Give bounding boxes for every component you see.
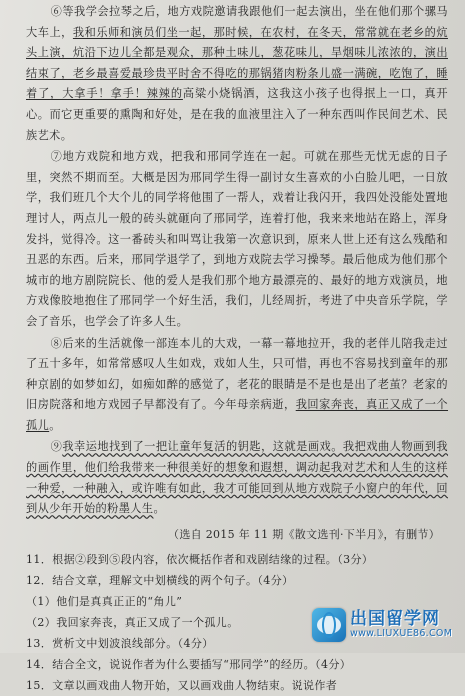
p6-sentence-6: 的血液里注入了一种东西叫作民间艺术、民族艺术。 (26, 107, 448, 142)
p8-text: ⑧后来的生活就像一部连本儿的大戏，一幕一幕地拉开，我的老伴儿陪我走过了五十多年，如常常感叹人生如戏，戏如人生，只可惜，再也不容易找到童年的那种京剧的如梦如幻，如痴如醉的感觉了，老花的眼睛是不是也是出了老茧？老家的旧房院落和地方戏园子早都没有了。今年母亲病逝， (26, 336, 448, 412)
question-12-1: （1）他们是真真正正的“角儿” (26, 594, 183, 608)
p9-end: 。 (153, 502, 166, 516)
globe-logo-icon (312, 608, 346, 642)
question-12: 12．结合文章，理解文中划横线的两个句子。（4分） (26, 573, 294, 587)
p8-end: 。 (49, 418, 61, 432)
paragraph-9 (26, 437, 448, 519)
question-13: 13．赏析文中划波浪线部分。（4分） (26, 636, 214, 650)
source-note: （选自 2015 年 11 期《散文选刊·下半月》，有删节） (168, 527, 440, 541)
paragraph-8 (26, 334, 448, 437)
p6-sentence-5: 高粱小烧锅酒，这我这小孩子也得抿上一口，真开心。而它更重要的熏陶和好处，是在我 (26, 87, 448, 121)
p6-sentence-3: 沿下边儿全都是观众，那种土味儿，葱花味儿，旱烟味儿浓浓的，演出结束了，老乡最喜 (26, 46, 448, 80)
question-11: 11．根据②段到⑤段内容，依次概括作者和戏剧结缘的过程。（3分） (26, 552, 374, 566)
watermark-name: 出国留学网 (350, 609, 440, 630)
p9-number: ⑨ (50, 440, 63, 454)
p9-wavy-underlined: 我幸运地找到了一把让童年复活的钥匙，这就是画戏。我把戏曲人物画到我的画作里，他们给我带来一种很美好的想象和遐想，调动起我对艺术和人生的这样一种爱，一种融入，或许唯有如此，我才可能回到从地方戏院子小窗户的年代，回到从少年开始的粉墨人生 (26, 440, 449, 516)
question-14: 14．结合全文，说说作者为什么要插写“邢同学”的经历。（4分） (26, 657, 352, 671)
watermark-text (350, 611, 452, 639)
site-watermark (312, 600, 462, 650)
question-15: 15．文章以画戏曲人物开始，又以画戏曲人物结束。说说作者 (26, 678, 338, 692)
question-12-2: （2）我回家奔丧，真正又成了一个孤儿。 (26, 615, 239, 629)
paragraph-6 (26, 2, 448, 146)
article-body (26, 2, 448, 696)
p6-sentence-4: 爱最珍贵平时舍不得吃的那锅猪肉粉条儿盛一满碗，吃饱了，睡着了，大拿手！拿手！辣辣的 (26, 66, 449, 101)
paragraph-7: ⑦地方戏院和地方戏，把我和邢同学连在一起。可就在那些无忧无虑的日子里，突然不期而至。大概是因为邢同学生得一副讨女生喜欢的小白脸儿吧，一日放学，我们班几个大个儿的同学将他围了一帮人，戏着让我闪开，我四处没能处置地理讨人，两点儿一般的砖头就砸向了邢同学，连着打他，我来来地站在路上，浑身发抖，觉得冷。这一番砖头和叫骂让我第一次意识到，原来人世上还有这么残酷和丑恶的东西。后来，邢同学退学了，到地方戏院去学习操琴。最后他成为他们那个城市的地方剧院院长、他的爱人是我们那个地方最漂亮的、最好的地方戏演员，地方戏像胶地抱住了邢同学一个好生活，我们，儿经周折，考进了中央音乐学院，学会了音乐，也学会了许多人生。 (26, 150, 448, 328)
watermark-url: www.LIUXUE86.COM (350, 627, 453, 639)
p6-sentence-1: ⑥等我学会拉琴之后，地方戏院邀请我跟他们一起去演出，坐在他们那个骡马大车上， (26, 5, 448, 39)
p8-underlined-sentence: 我回家奔丧，真正又成了一个孤儿 (26, 398, 449, 432)
p6-sentence-2: 我和乐师和演员们坐一起，那时候，在农村，在冬天，常常就在老乡的炕头上演，炕 (26, 25, 448, 60)
